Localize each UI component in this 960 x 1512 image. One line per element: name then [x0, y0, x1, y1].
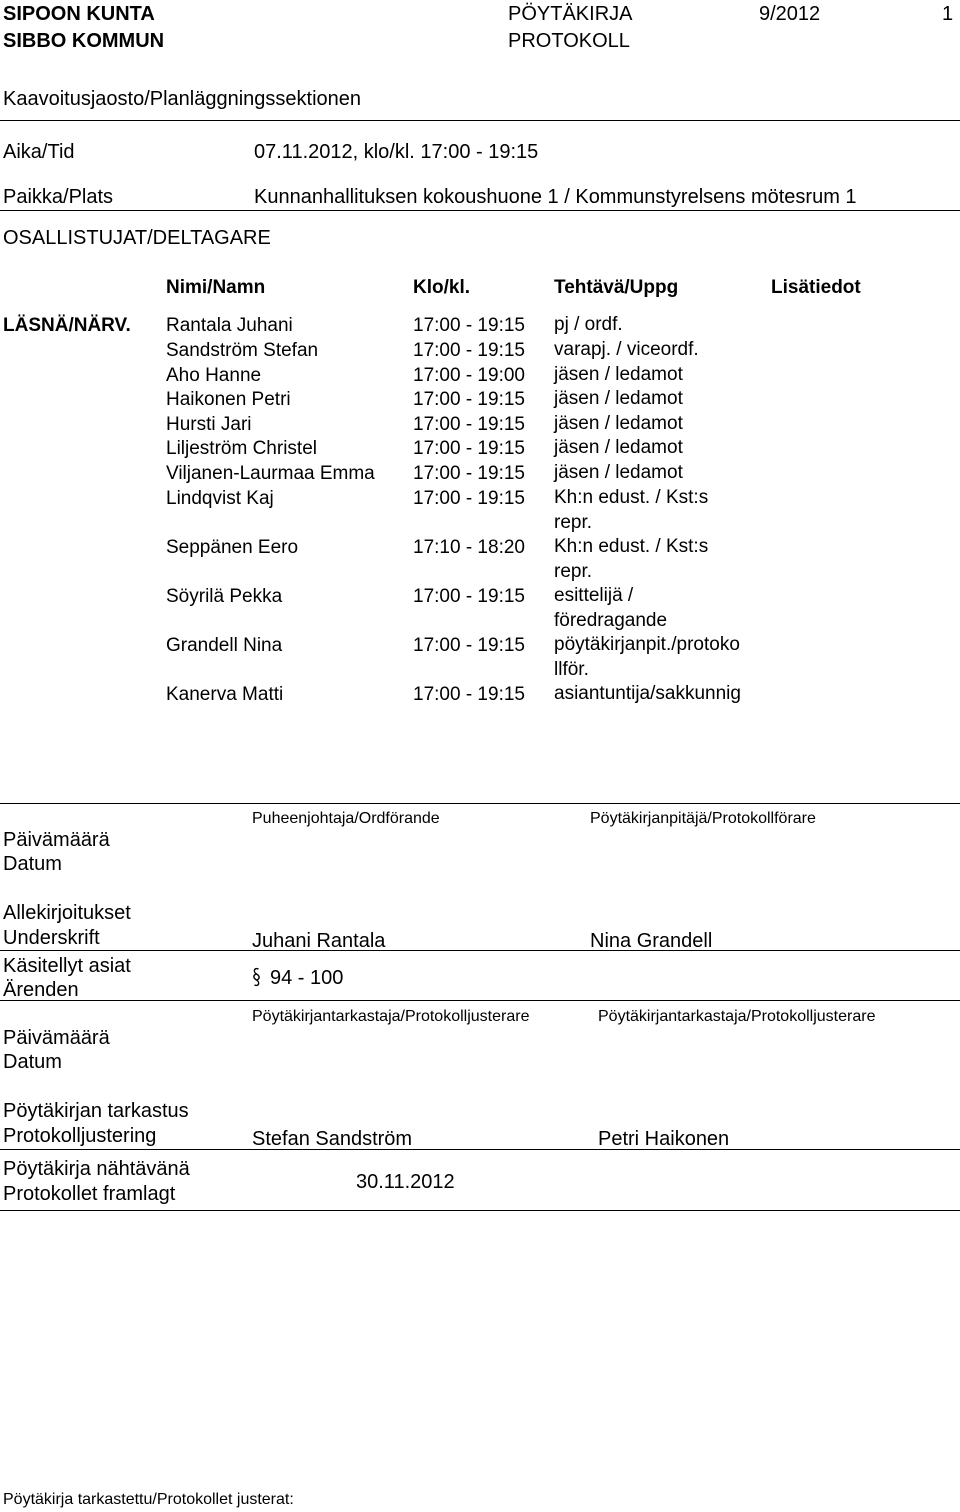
participant-time: 17:00 - 19:15	[413, 635, 525, 656]
checker-signature-name-2: Petri Haikonen	[598, 1128, 730, 1150]
participant-time: 17:00 - 19:15	[413, 340, 525, 361]
present-label: LÄSNÄ/NÄRV.	[3, 315, 131, 336]
participant-time: 17:00 - 19:15	[413, 438, 525, 459]
participant-name: Liljeström Christel	[166, 438, 317, 459]
participant-role: asiantuntija/sakkunnig	[554, 683, 741, 704]
secretary-role-label: Pöytäkirjanpitäjä/Protokollförare	[590, 810, 816, 827]
date-label-sv: Datum	[3, 853, 62, 875]
signatures-label-fi: Allekirjoitukset	[3, 902, 131, 924]
participant-name: Haikonen Petri	[166, 389, 291, 410]
review-label-sv: Protokolljustering	[3, 1125, 157, 1147]
section-sign-icon	[252, 966, 261, 988]
participant-time: 17:10 - 18:20	[413, 537, 525, 558]
participant-name: Grandell Nina	[166, 635, 283, 656]
participant-name: Rantala Juhani	[166, 315, 293, 336]
participant-name: Aho Hanne	[166, 365, 262, 386]
participant-name: Lindqvist Kaj	[166, 488, 274, 509]
participant-role: jäsen / ledamot	[554, 413, 683, 434]
checker-role-1: Pöytäkirjantarkastaja/Protokolljusterare	[252, 1008, 530, 1025]
items-label-sv: Ärenden	[3, 979, 79, 1001]
participant-role: varapj. / viceordf.	[554, 339, 699, 360]
page-number: 1	[942, 3, 954, 25]
org-name-fi: SIPOON KUNTA	[3, 3, 155, 25]
column-header-notes: Lisätiedot	[771, 277, 861, 298]
participant-role: jäsen / ledamot	[554, 462, 683, 483]
secretary-signature-name: Nina Grandell	[590, 930, 713, 952]
chair-role-label: Puheenjohtaja/Ordförande	[252, 810, 440, 827]
participant-time: 17:00 - 19:15	[413, 414, 525, 435]
time-label: Aika/Tid	[3, 141, 75, 163]
participant-time: 17:00 - 19:15	[413, 389, 525, 410]
participant-name: Seppänen Eero	[166, 537, 299, 558]
divider	[0, 1210, 960, 1211]
items-value: 94 - 100	[270, 967, 344, 989]
display-label-sv: Protokollet framlagt	[3, 1183, 176, 1205]
checker-role-2: Pöytäkirjantarkastaja/Protokolljusterare	[598, 1008, 876, 1025]
doc-number: 9/2012	[759, 3, 821, 25]
participant-role: jäsen / ledamot	[554, 364, 683, 385]
display-label-fi: Pöytäkirja nähtävänä	[3, 1158, 190, 1180]
divider	[0, 120, 960, 121]
participants-title: OSALLISTUJAT/DELTAGARE	[3, 227, 271, 249]
divider	[0, 1149, 960, 1150]
checker-signature-name-1: Stefan Sandström	[252, 1128, 413, 1150]
divider	[0, 803, 960, 804]
certified-label: Pöytäkirja tarkastettu/Protokollet justerat:	[3, 1491, 294, 1508]
divider	[0, 950, 960, 951]
place-label: Paikka/Plats	[3, 186, 114, 208]
org-name-sv: SIBBO KOMMUN	[3, 30, 165, 52]
participant-role: jäsen / ledamot	[554, 437, 683, 458]
divider	[0, 210, 960, 211]
time-value: 07.11.2012, klo/kl. 17:00 - 19:15	[254, 141, 539, 163]
column-header-name: Nimi/Namn	[166, 277, 266, 298]
signatures-label-sv: Underskrift	[3, 927, 100, 949]
participant-time: 17:00 - 19:15	[413, 488, 525, 509]
participant-name: Viljanen-Laurmaa Emma	[166, 463, 375, 484]
participant-role: pj / ordf.	[554, 314, 623, 335]
participant-role: pöytäkirjanpit./protoko llför.	[554, 634, 740, 680]
participant-name: Sandström Stefan	[166, 340, 319, 361]
doc-type-fi: PÖYTÄKIRJA	[508, 3, 633, 25]
date2-label-sv: Datum	[3, 1051, 62, 1073]
participant-role: esittelijä / föredragande	[554, 585, 668, 631]
participant-name: Hursti Jari	[166, 414, 252, 435]
column-header-time: Klo/kl.	[413, 277, 471, 298]
participant-role: Kh:n edust. / Kst:s repr.	[554, 487, 709, 533]
column-header-role: Tehtävä/Uppg	[554, 277, 679, 298]
review-label-fi: Pöytäkirjan tarkastus	[3, 1100, 189, 1122]
participant-role: jäsen / ledamot	[554, 388, 683, 409]
divider	[0, 1000, 960, 1001]
display-date: 30.11.2012	[356, 1171, 455, 1193]
participant-name: Söyrilä Pekka	[166, 586, 283, 607]
items-label-fi: Käsitellyt asiat	[3, 955, 131, 977]
date-label-fi: Päivämäärä	[3, 829, 110, 851]
doc-type-sv: PROTOKOLL	[508, 30, 630, 52]
participant-time: 17:00 - 19:15	[413, 463, 525, 484]
participant-time: 17:00 - 19:15	[413, 586, 525, 607]
participant-time: 17:00 - 19:00	[413, 365, 525, 386]
committee-name: Kaavoitusjaosto/Planläggningssektionen	[3, 88, 362, 110]
participant-time: 17:00 - 19:15	[413, 684, 525, 705]
participant-role: Kh:n edust. / Kst:s repr.	[554, 536, 709, 582]
chair-signature-name: Juhani Rantala	[252, 930, 386, 952]
date2-label-fi: Päivämäärä	[3, 1027, 110, 1049]
place-value: Kunnanhallituksen kokoushuone 1 / Kommunstyrelsens mötesrum 1	[254, 186, 857, 208]
participant-time: 17:00 - 19:15	[413, 315, 525, 336]
participant-name: Kanerva Matti	[166, 684, 284, 705]
